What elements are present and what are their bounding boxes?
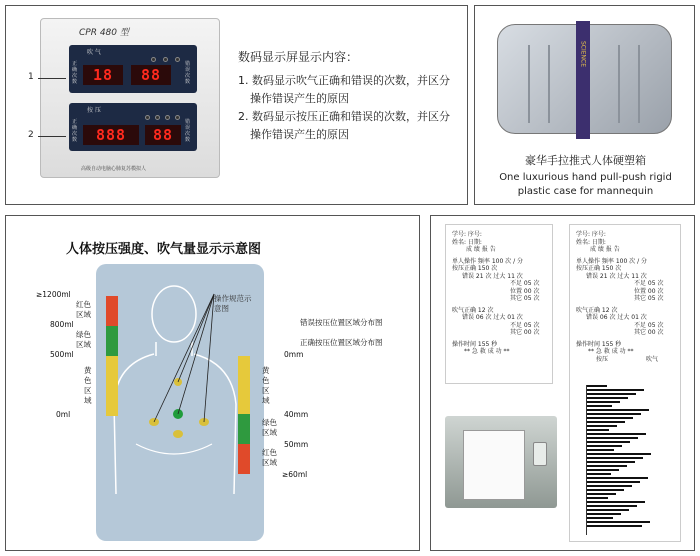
receipt-line: 不足 05 次: [510, 280, 540, 287]
waveform-bar: [587, 409, 649, 411]
right-yellow-zone-label: 黄色区域: [262, 366, 270, 405]
receipt-line: ** 急 救 成 功 **: [588, 348, 634, 355]
waveform-bar: [587, 425, 617, 427]
device-bottom-text: 高级自动电脑心肺复苏模拟人: [81, 166, 147, 172]
waveform-bar: [587, 405, 612, 407]
led-indicator: [165, 115, 170, 120]
waveform-bar: [587, 429, 609, 431]
device-panel-section: [5, 5, 468, 205]
receipt-line: 其它 05 次: [634, 295, 664, 302]
right-yellow-zone: [238, 356, 250, 414]
error-label: 错误次数: [185, 61, 191, 85]
left-label-500: 500ml: [50, 350, 74, 359]
receipt-line: 错误 21 次 过大 11 次: [462, 272, 523, 280]
device-title: CPR 480 型: [79, 28, 129, 38]
right-red-zone: [238, 444, 250, 474]
marker-1: 1: [28, 72, 34, 82]
receipt-line: 姓名: 日期:: [576, 238, 606, 246]
strap-text: SCIENCE: [579, 41, 587, 68]
diagram-section: [5, 215, 420, 551]
receipt-line: 位置 00 次: [510, 287, 540, 295]
right-green-zone-label: 绿色区域: [262, 418, 277, 437]
display-heading: 数码显示屏显示内容：: [238, 50, 359, 64]
column-press-label: 按压: [596, 355, 609, 363]
receipt-line: 成 绩 报 告: [590, 246, 620, 253]
led-indicator: [155, 115, 160, 120]
case-caption-en-2: plastic case for mannequin: [517, 186, 654, 197]
waveform-bar: [587, 465, 627, 467]
display-item-1-line-1: 1. 数码显示吹气正确和错误的次数，并区分: [238, 74, 450, 87]
correct-label: 正确次数: [72, 119, 78, 143]
guide-label: 操作规范示意图: [214, 294, 252, 313]
waveform-bar: [587, 421, 625, 423]
waveform-bar: [587, 505, 637, 507]
left-green-zone-label: 绿色区域: [76, 330, 91, 349]
waveform-bar: [587, 481, 640, 483]
waveform-bar: [587, 385, 607, 387]
waveform-bar: [587, 397, 628, 399]
led-indicator: [145, 115, 150, 120]
right-red-zone-label: 红色区域: [262, 448, 277, 467]
waveform-bar: [587, 413, 641, 415]
case-rib: [618, 45, 620, 123]
waveform-bars: [586, 385, 666, 535]
waveform-bar: [587, 497, 608, 499]
pointer-line: [38, 136, 66, 137]
waveform-bar: [587, 477, 648, 479]
receipt-2-text: [576, 231, 680, 366]
case-strap: [576, 21, 590, 139]
device-front: [40, 18, 220, 178]
receipt-line: 错误 06 次 过大 01 次: [586, 314, 647, 321]
receipt-line: 按压正确 150 次: [576, 265, 622, 272]
display-item-2-line-2: 操作错误产生的原因: [250, 128, 349, 141]
left-label-0: 0ml: [56, 410, 71, 419]
waveform-bar: [587, 473, 611, 475]
receipt-line: 不足 05 次: [634, 280, 664, 287]
press-display: [69, 103, 197, 151]
right-label-0mm: 0mm: [284, 350, 304, 359]
pointer-line: [38, 78, 66, 79]
press-correct-digits: 888: [83, 125, 139, 145]
receipt-line: 其它 05 次: [510, 295, 540, 302]
waveform-bar: [587, 449, 614, 451]
printer-photo: [445, 416, 557, 508]
waveform-bar: [587, 461, 635, 463]
waveform-bar: [587, 525, 642, 527]
case-photo: [497, 24, 672, 134]
receipt-line: 其它 00 次: [634, 329, 664, 336]
waveform-bar: [587, 453, 651, 455]
waveform-bar: [587, 485, 632, 487]
left-green-zone: [106, 326, 118, 356]
receipt-line: ** 急 救 成 功 **: [464, 348, 510, 355]
led-indicator: [163, 57, 168, 62]
printer-paper: [463, 430, 525, 500]
right-position-label: 正确按压位置区域分布图: [300, 338, 383, 347]
receipt-1: [445, 224, 553, 384]
right-label-40mm: 40mm: [284, 410, 309, 419]
receipt-line: 吹气正确 12 次: [452, 306, 494, 314]
led-indicator: [175, 57, 180, 62]
display-item-2-line-1: 2. 数码显示按压正确和错误的次数，并区分: [238, 110, 450, 123]
waveform-bar: [587, 401, 620, 403]
left-yellow-zone: [106, 356, 118, 416]
waveform-bar: [587, 389, 644, 391]
led-indicator: [151, 57, 156, 62]
led-indicator: [175, 115, 180, 120]
case-section: [474, 5, 695, 205]
waveform-bar: [587, 493, 616, 495]
case-caption-en-1: One luxurious hand pull-push rigid: [499, 172, 672, 183]
waveform-bar: [587, 457, 643, 459]
waveform-bar: [587, 517, 613, 519]
diagram-title: 人体按压强度、吹气量显示示意图: [66, 242, 262, 257]
left-label-1200: ≥1200ml: [36, 290, 71, 299]
blow-error-digits: 88: [131, 65, 171, 85]
left-yellow-zone-label: 黄色区域: [84, 366, 92, 405]
receipt-line: 学号: 序号:: [452, 231, 482, 238]
right-label-60: ≥60ml: [282, 470, 308, 479]
receipt-2: [569, 224, 681, 542]
receipt-line: 吹气正确 12 次: [576, 306, 618, 314]
wrong-position-label: 错误按压位置区域分布图: [300, 318, 383, 327]
waveform-bar: [587, 433, 646, 435]
receipt-line: 按压正确 150 次: [452, 265, 498, 272]
waveform-bar: [587, 441, 630, 443]
receipt-line: 不足 05 次: [634, 321, 664, 329]
left-label-800: 800ml: [50, 320, 74, 329]
receipt-line: 单人操作 频率 100 次 / 分: [452, 257, 524, 265]
case-rib: [528, 45, 530, 123]
receipt-line: 不足 05 次: [510, 321, 540, 329]
display-item-1-line-2: 操作错误产生的原因: [250, 92, 349, 105]
blow-display: [69, 45, 197, 93]
press-label: 按 压: [87, 107, 101, 114]
case-rib: [548, 45, 550, 123]
receipt-section: [430, 215, 695, 551]
waveform-bar: [587, 513, 621, 515]
receipt-1-text: [452, 231, 552, 356]
left-red-zone: [106, 296, 118, 326]
waveform-bar: [587, 489, 624, 491]
receipt-line: 成 绩 报 告: [466, 246, 496, 253]
column-blow-label: 吹气: [646, 355, 659, 363]
receipt-line: 位置 00 次: [634, 287, 664, 295]
blow-correct-digits: 18: [83, 65, 123, 85]
printer-switch: [533, 442, 547, 466]
error-label: 错误次数: [185, 119, 191, 143]
receipt-line: 学号: 序号:: [576, 231, 606, 238]
receipt-line: 错误 21 次 过大 11 次: [586, 272, 647, 280]
waveform-bar: [587, 509, 629, 511]
receipt-line: 姓名: 日期:: [452, 238, 482, 246]
waveform-bar: [587, 521, 650, 523]
waveform-bar: [587, 469, 619, 471]
receipt-line: 操作时间 155 秒: [576, 340, 622, 348]
receipt-line: 操作时间 155 秒: [452, 340, 498, 348]
waveform-bar: [587, 437, 638, 439]
waveform-bar: [587, 445, 622, 447]
waveform-bar: [587, 417, 633, 419]
marker-2: 2: [28, 130, 34, 140]
case-rib: [638, 45, 640, 123]
waveform-bar: [587, 393, 636, 395]
blow-label: 吹 气: [87, 49, 101, 56]
waveform-bar: [587, 501, 645, 503]
correct-label: 正确次数: [72, 61, 78, 85]
receipt-line: 单人操作 频率 100 次 / 分: [576, 257, 648, 265]
right-green-zone: [238, 414, 250, 444]
left-red-zone-label: 红色区域: [76, 300, 91, 319]
press-error-digits: 88: [145, 125, 181, 145]
right-label-50mm: 50mm: [284, 440, 309, 449]
receipt-line: 错误 06 次 过大 01 次: [462, 314, 523, 321]
case-caption-cn: 豪华手拉推式人体硬塑箱: [525, 154, 646, 167]
receipt-line: 其它 00 次: [510, 329, 540, 336]
